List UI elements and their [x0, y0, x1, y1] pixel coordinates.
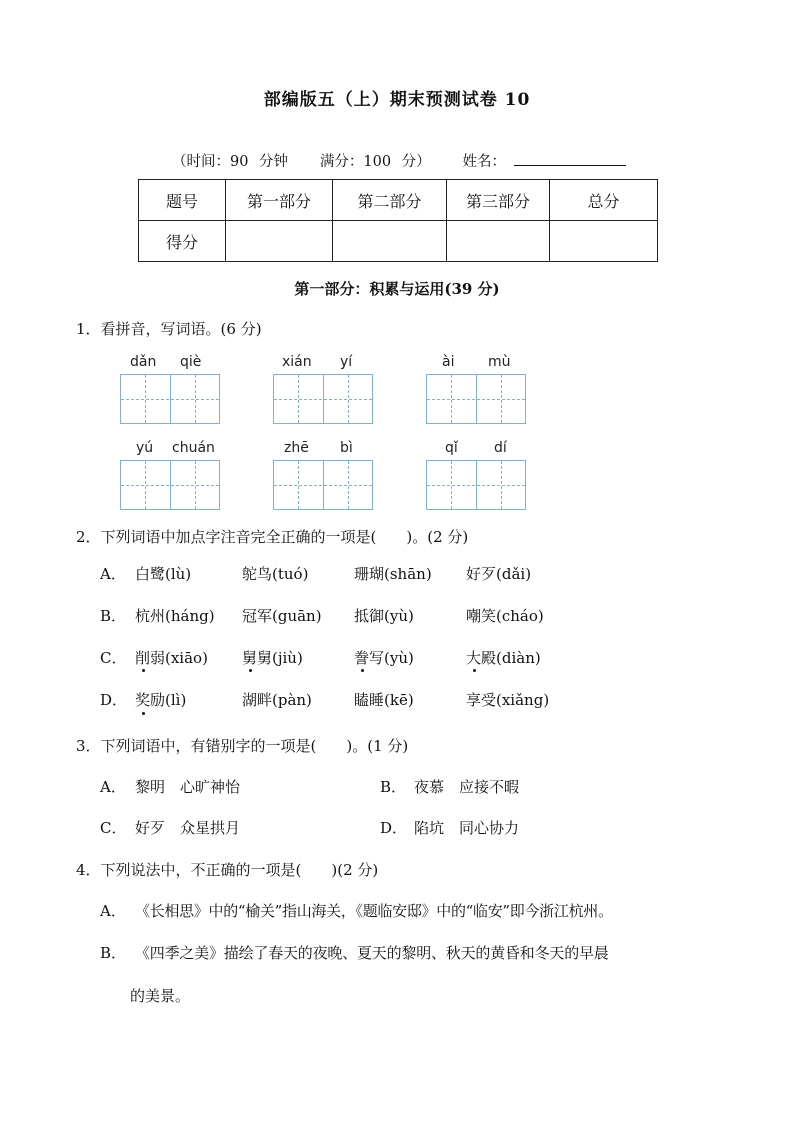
pinyin: yú [136, 440, 154, 456]
pinyin: yí [340, 354, 353, 370]
page-title: 部编版五（上）期末预测试卷 10 [263, 90, 531, 110]
header-cell: 总分 [550, 180, 658, 221]
option-word: 誊写(yù) [354, 649, 414, 667]
score-cell[interactable] [226, 221, 333, 262]
option-label: A． [100, 778, 126, 796]
exam-info [172, 150, 626, 171]
option-word: 鸵鸟(tuó) [242, 565, 309, 583]
option-word: 嘲笑(cháo) [466, 607, 544, 625]
score-cell[interactable] [333, 221, 447, 262]
question-2-stem: 2．下列词语中加点字注音完全正确的一项是( )。(2 分) [76, 528, 469, 546]
pinyin: qiè [180, 354, 202, 370]
option-label: C． [100, 819, 127, 837]
writing-grid[interactable] [120, 374, 220, 424]
emphasis-dot [361, 669, 364, 672]
score-row-label: 得分 [139, 221, 226, 262]
pinyin: dí [494, 440, 507, 456]
emphasis-dot [473, 669, 476, 672]
writing-grid[interactable] [273, 374, 373, 424]
full-score-text: 满分：100 分） [319, 154, 431, 170]
time-text: （时间：90 分钟 [172, 154, 289, 170]
section-heading: 第一部分：积累与运用(39 分) [294, 280, 500, 298]
option-word: 享受(xiǎng) [466, 691, 550, 709]
emphasis-dot [249, 669, 252, 672]
option-word: 削弱(xiāo) [135, 649, 208, 667]
option-text-continued: 的美景。 [130, 987, 191, 1005]
pinyin: zhē [284, 440, 309, 456]
option-word: 白鹭(lù) [135, 565, 192, 583]
option-label: C． [100, 649, 127, 667]
pinyin: bì [340, 440, 353, 456]
score-table [138, 179, 658, 262]
option-word: 珊瑚(shān) [354, 565, 432, 583]
score-cell[interactable] [447, 221, 550, 262]
option-label: B． [100, 607, 127, 625]
header-cell: 第二部分 [333, 180, 447, 221]
option-text: 《四季之美》描绘了春天的夜晚、夏天的黎明、秋天的黄昏和冬天的早晨 [135, 944, 609, 962]
option-label: A． [100, 565, 126, 583]
option-word: 抵御(yù) [354, 607, 414, 625]
option-label: B． [380, 778, 407, 796]
option-text: 陷坑 同心协力 [414, 819, 520, 837]
option-word: 湖畔(pàn) [242, 691, 312, 709]
writing-grid[interactable] [273, 460, 373, 510]
pinyin: mù [488, 354, 511, 370]
option-word: 瞌睡(kē) [354, 691, 414, 709]
option-word: 舅舅(jiù) [242, 649, 303, 667]
pinyin: xián [282, 354, 312, 370]
option-text: 黎明 心旷神怡 [135, 778, 241, 796]
score-cell[interactable] [550, 221, 658, 262]
option-label: D． [380, 819, 408, 837]
question-1-stem: 1．看拼音，写词语。(6 分) [76, 320, 262, 338]
option-text: 夜慕 应接不暇 [414, 778, 520, 796]
emphasis-dot [142, 669, 145, 672]
name-label: 姓名： [462, 154, 507, 170]
header-cell: 题号 [139, 180, 226, 221]
option-word: 冠军(guān) [242, 607, 322, 625]
option-text: 好歹 众星拱月 [135, 819, 241, 837]
option-word: 杭州(háng) [135, 607, 215, 625]
option-word: 好歹(dǎi) [466, 565, 532, 583]
question-3-stem: 3．下列词语中，有错别字的一项是( )。(1 分) [76, 737, 409, 755]
emphasis-dot [142, 712, 145, 715]
pinyin: ài [442, 354, 455, 370]
option-word: 大殿(diàn) [466, 649, 541, 667]
option-label: B． [100, 944, 127, 962]
pinyin: dǎn [130, 354, 157, 370]
question-4-stem: 4．下列说法中，不正确的一项是( )(2 分) [76, 861, 379, 879]
header-cell: 第一部分 [226, 180, 333, 221]
option-label: D． [100, 691, 128, 709]
option-text: 《长相思》中的“榆关”指山海关，《题临安邸》中的“临安”即今浙江杭州。 [135, 902, 613, 920]
pinyin: qǐ [445, 440, 458, 456]
writing-grid[interactable] [426, 374, 526, 424]
option-label: A． [100, 902, 126, 920]
option-word: 奖励(lì) [135, 691, 187, 709]
score-row [139, 221, 658, 262]
pinyin: chuán [172, 440, 215, 456]
score-header-row [139, 180, 658, 221]
header-cell: 第三部分 [447, 180, 550, 221]
name-blank[interactable] [514, 153, 626, 166]
writing-grid[interactable] [120, 460, 220, 510]
writing-grid[interactable] [426, 460, 526, 510]
